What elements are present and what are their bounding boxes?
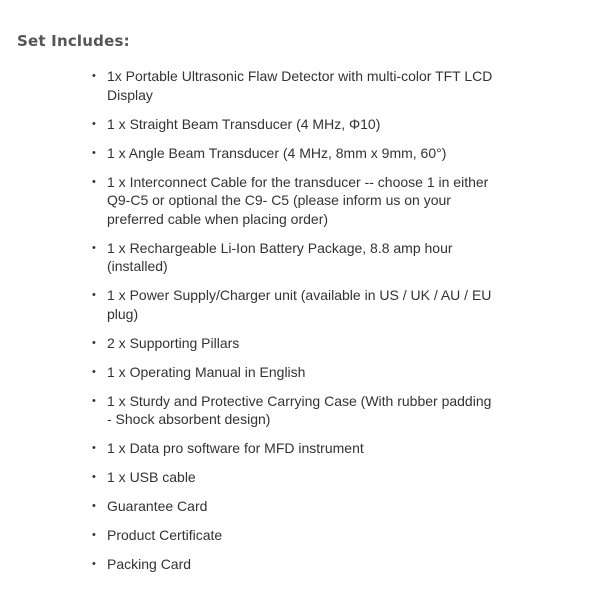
list-item <box>92 286 497 323</box>
list-item <box>92 555 497 574</box>
list-item-text: 1 x Angle Beam Transducer (4 MHz, 8mm x 9mm, 60°) <box>107 144 447 161</box>
bullet-icon: • <box>92 146 96 159</box>
list-item-text: 1 x Operating Manual in English <box>107 363 306 380</box>
list-item <box>92 468 497 487</box>
bullet-icon: • <box>92 442 96 454</box>
bullet-icon: • <box>92 529 96 541</box>
bullet-icon: • <box>92 175 96 188</box>
list-item <box>92 67 497 104</box>
bullet-icon: • <box>92 117 96 130</box>
bullet-icon: • <box>92 471 96 483</box>
bullet-icon: • <box>92 241 96 254</box>
list-item <box>92 439 497 458</box>
included-items-list <box>92 67 497 584</box>
list-item-text: 1 x Sturdy and Protective Carrying Case (With rubber padding - Shock absorbent design) <box>107 392 492 427</box>
bullet-icon: • <box>92 365 96 378</box>
list-item-text: Guarantee Card <box>107 498 208 514</box>
list-item-text: 1 x Straight Beam Transducer (4 MHz, Φ10) <box>107 115 381 132</box>
bullet-icon: • <box>92 70 96 82</box>
list-item <box>92 115 497 134</box>
list-item-text: 1 x Power Supply/Charger unit (available in US / UK / AU / EU plug) <box>107 287 492 322</box>
list-item <box>92 239 497 276</box>
list-item-text: 2 x Supporting Pillars <box>107 334 240 351</box>
list-item-text: 1 x Rechargeable Li-Ion Battery Package, 8.8 amp hour (installed) <box>107 239 453 274</box>
list-item-text: Packing Card <box>107 556 192 572</box>
list-item <box>92 526 497 545</box>
list-item <box>92 392 497 429</box>
bullet-icon: • <box>92 394 96 407</box>
list-item <box>92 144 497 163</box>
list-item-text: 1 x Interconnect Cable for the transducer -- choose 1 in either Q9-C5 or optional the C9- C5 (please inform us on your preferred cable when placing order) <box>107 173 489 227</box>
list-item <box>92 497 497 516</box>
bullet-icon: • <box>92 558 96 570</box>
bullet-icon: • <box>92 336 96 349</box>
list-item-text: 1 x Data pro software for MFD instrument <box>107 440 364 456</box>
section-heading: Set Includes: <box>17 32 130 50</box>
list-item <box>92 363 497 382</box>
list-item-text: 1 x USB cable <box>107 469 196 485</box>
list-item-text: 1x Portable Ultrasonic Flaw Detector with multi-color TFT LCD Display <box>107 68 493 103</box>
bullet-icon: • <box>92 289 96 301</box>
list-item <box>92 334 497 353</box>
list-item <box>92 173 497 229</box>
list-item-text: Product Certificate <box>107 527 223 543</box>
bullet-icon: • <box>92 500 96 512</box>
